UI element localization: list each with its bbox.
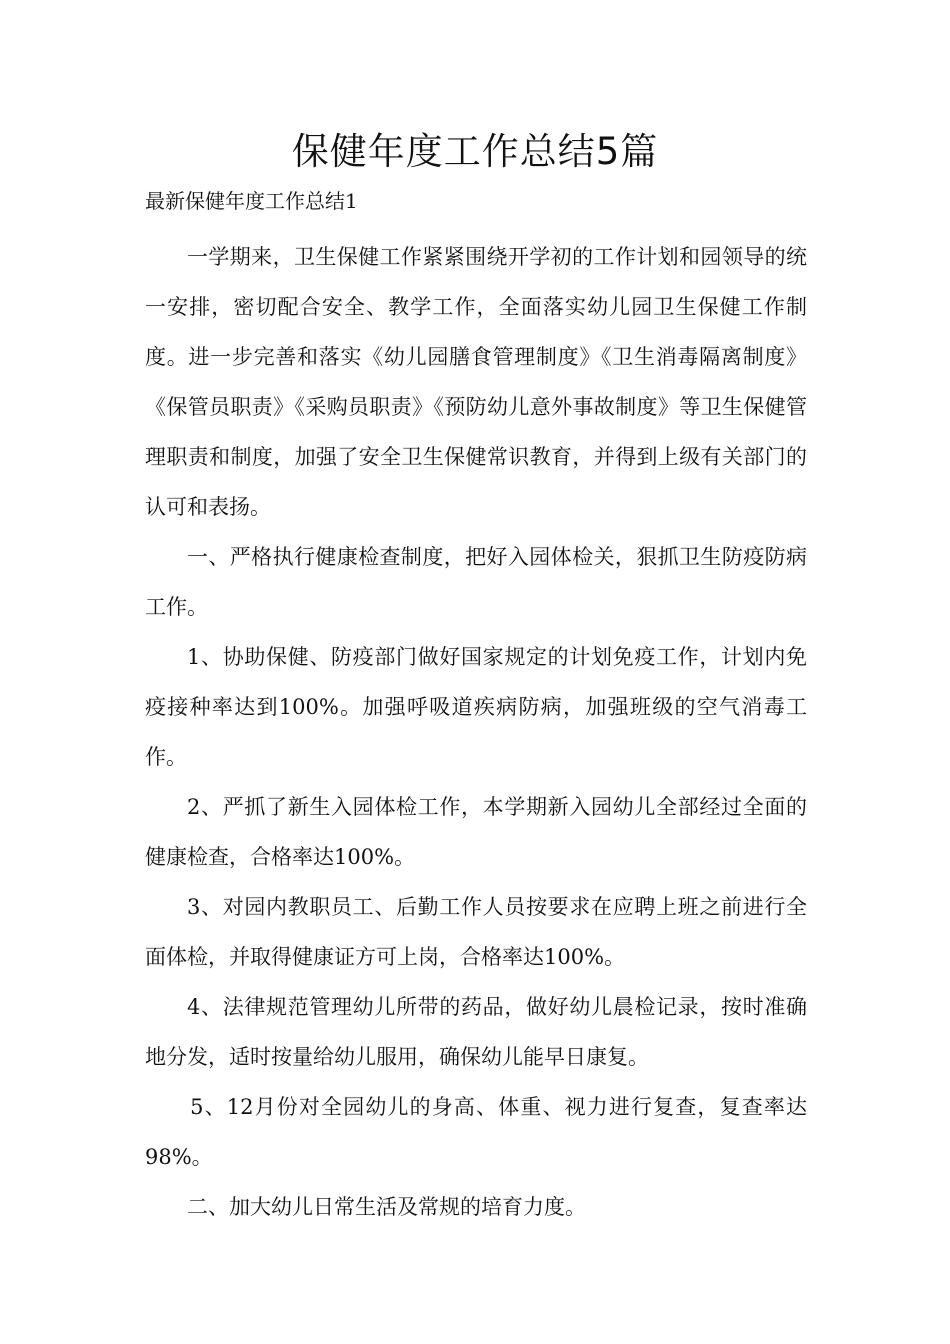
paragraph-item-1: 1、协助保健、防疫部门做好国家规定的计划免疫工作，计划内免疫接种率达到100%。加强呼吸道疾病防病，加强班级的空气消毒工作。 xyxy=(145,645,807,769)
document-body xyxy=(145,232,807,1232)
paragraph-intro: 一学期来，卫生保健工作紧紧围绕开学初的工作计划和园领导的统一安排，密切配合安全、教学工作，全面落实幼儿园卫生保健工作制度。进一步完善和落实《幼儿园膳食管理制度》《卫生消毒隔离制度》《保管员职责》《采购员职责》《预防幼儿意外事故制度》等卫生保健管理职责和制度，加强了安全卫生保健常识教育，并得到上级有关部门的认可和表扬。 xyxy=(145,245,807,519)
paragraph-section-1-heading: 一、严格执行健康检查制度，把好入园体检关，狠抓卫生防疫防病工作。 xyxy=(145,545,807,619)
section-heading: 最新保健年度工作总结1 xyxy=(145,189,358,213)
paragraph-item-4: 4、法律规范管理幼儿所带的药品，做好幼儿晨检记录，按时准确地分发，适时按量给幼儿服用，确保幼儿能早日康复。 xyxy=(145,995,807,1069)
paragraph-section-2-heading: 二、加大幼儿日常生活及常规的培育力度。 xyxy=(187,1195,586,1219)
paragraph-item-5: 5、12月份对全园幼儿的身高、体重、视力进行复查，复查率达98%。 xyxy=(145,1095,807,1169)
paragraph-item-2: 2、严抓了新生入园体检工作，本学期新入园幼儿全部经过全面的健康检查，合格率达100%。 xyxy=(145,795,807,869)
paragraph-item-3: 3、对园内教职员工、后勤工作人员按要求在应聘上班之前进行全面体检，并取得健康证方可上岗，合格率达100%。 xyxy=(145,895,807,969)
document-title: 保健年度工作总结5篇 xyxy=(291,130,659,173)
